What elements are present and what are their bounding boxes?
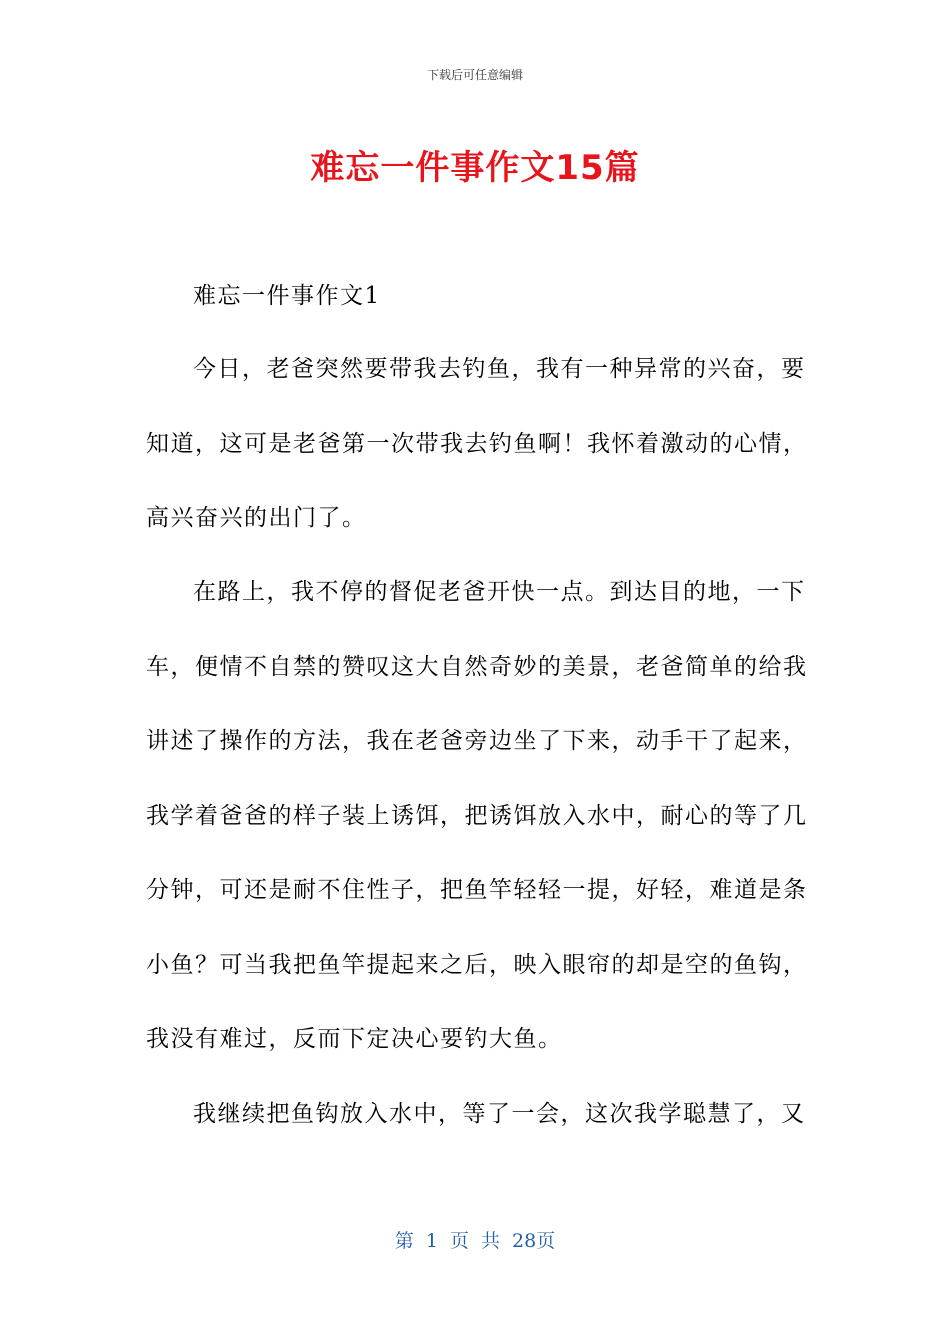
essay-heading: 难忘一件事作文1 (193, 283, 381, 309)
body-line: 分钟，可还是耐不住性子，把鱼竿轻轻一提，好轻，难道是条 (146, 877, 808, 903)
document-title: 难忘一件事作文15篇 (310, 148, 640, 188)
body-line: 我学着爸爸的样子装上诱饵，把诱饵放入水中，耐心的等了几 (146, 803, 808, 829)
body-line: 我没有难过，反而下定决心要钓大鱼。 (146, 1026, 563, 1052)
header-note: 下载后可任意编辑 (426, 68, 523, 82)
body-line: 我继续把鱼钩放入水中，等了一会，这次我学聪慧了，又 (193, 1101, 806, 1127)
body-line: 高兴奋兴的出门了。 (146, 505, 367, 531)
body-line: 讲述了操作的方法，我在老爸旁边坐了下来，动手干了起来， (146, 728, 808, 754)
body-line: 车，便情不自禁的赞叹这大自然奇妙的美景，老爸简单的给我 (146, 654, 808, 680)
body-line: 小鱼？可当我把鱼竿提起来之后，映入眼帘的却是空的鱼钩， (146, 952, 808, 978)
body-line: 知道，这可是老爸第一次带我去钓鱼啊！我怀着激动的心情， (146, 431, 808, 457)
body-line: 在路上，我不停的督促老爸开快一点。到达目的地，一下 (193, 579, 806, 605)
page-number-footer: 第 1 页 共 28页 (394, 1230, 556, 1252)
body-line: 今日，老爸突然要带我去钓鱼，我有一种异常的兴奋，要 (193, 356, 806, 382)
